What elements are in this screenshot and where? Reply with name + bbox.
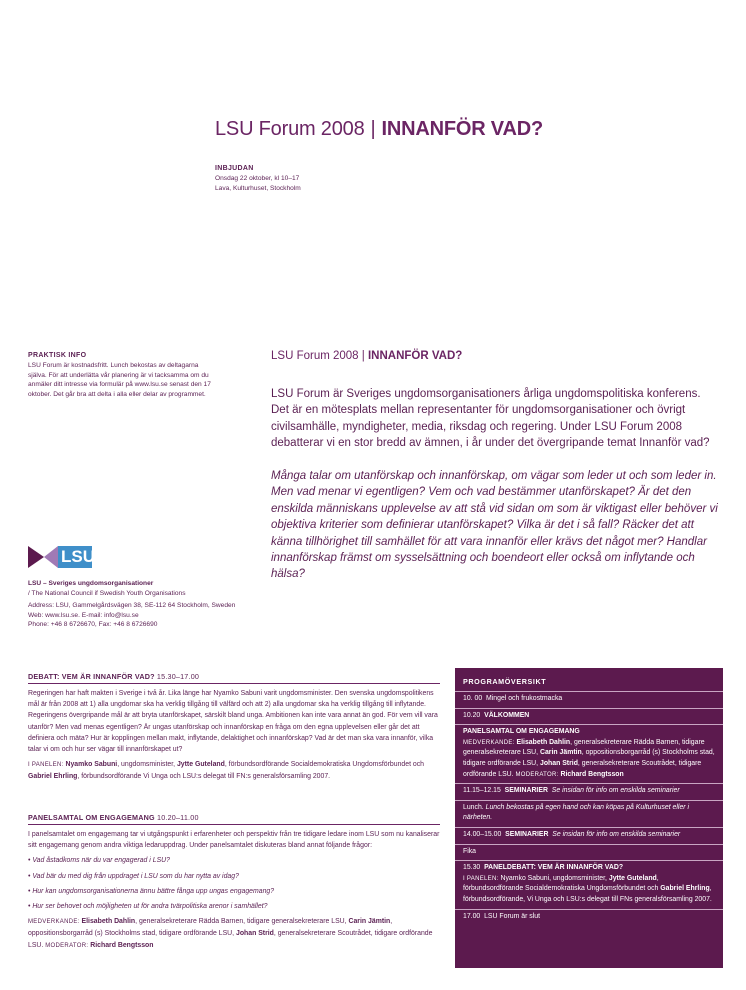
invitation-heading: INBJUDAN: [215, 165, 254, 172]
lsu-logo-text: LSU: [61, 547, 95, 566]
debate-title: DEBATT: VEM ÄR INNANFÖR VAD?: [28, 672, 155, 681]
panel-question: • Vad bär du med dig från uppdraget i LSU som du har nytta av idag?: [28, 872, 239, 880]
invitation-date: Onsdag 22 oktober, kl 10–17: [215, 175, 300, 182]
debate-time: 15.30–17.00: [156, 672, 200, 681]
program-heading: PROGRAMÖVERSIKT: [455, 668, 723, 692]
intro-italic-paragraph: Många talar om utanförskap och innanförskap, om vägar som leder ut och som leder in. Men vad menar vi egentligen? Vem och vad bestämmer utanförskapet? Är det den enskilda människans upplevelse av att stå vid sidan om som är viktigast eller behöver vi objektiva kriterier som definierar utanförskapet? Vilka är det i så fall? Räcker det att känna tillhörighet till samhället för att vara innanför eller krävs det något mer? Handlar innanförskap främst om sysselsättning och boendeort eller också om inflytande och hälsa?: [271, 470, 718, 581]
program-item: 11.15–12.15 SEMINARIER Se insidan för info om enskilda seminarier: [455, 784, 723, 801]
intro-paragraph: LSU Forum är Sveriges ungdomsorganisationers årliga ungdomspolitiska konferens. Det är en mötesplats mellan representanter för ungdomsorganisationer och övrigt civilsamhälle, myndigheter, media, riksdag och regering. Under LSU Forum 2008 debatterar vi en stor bredd av ämnen, i år under det övergripande temat Innanför vad?: [271, 388, 710, 450]
panel-question: • Vad åstadkoms när du var engagerad i LSU?: [28, 857, 170, 865]
program-item: 15.30 PANELDEBATT: VEM ÄR INNANFÖR VAD? I PANELEN: Nyamko Sabuni, ungdomsminister, Jytte Guteland, förbundsordförande Socialdemokratiska Ungdomsförbundet och Gabriel Ehrling, förbundsordförande, Vi Unga och LSU:s delegat till FNs generalsförsamling 2007.: [455, 861, 723, 909]
program-item: PANELSAMTAL OM ENGAGEMANG MEDVERKANDE: Elisabeth Dahlin, generalsekreterare Rädda Barnen, tidigare generalsekreterare LSU, Carin Jämtin, oppositionsborgarråd (s) Stockholms stad, tidigare ordförande LSU, Johan Strid, generalsekreterare Scoutrådet, tidigare ordförande LSU. MODERATOR: Richard Bengtsson: [455, 725, 723, 784]
panel-section: [28, 813, 440, 956]
panel-body: I panelsamtalet om engagemang tar vi utgångspunkt i erfarenheter och perspektiv från tre tidigare ledare inom LSU som nu kanaliserar sitt engagemang genom andra viktiga ledaruppdrag. Under panelsamtalet diskuteras bland annat följande frågor:: [28, 831, 440, 850]
panel-title: PANELSAMTAL OM ENGAGEMANG: [28, 813, 155, 822]
invitation-location: Lava, Kulturhuset, Stockholm: [215, 184, 301, 192]
title-separator: |: [370, 118, 376, 140]
debate-panel: I PANELEN: Nyamko Sabuni, ungdomsminister, Jytte Guteland, förbundsordförande Socialdemokratiska Ungdomsförbundet och Gabriel Ehrling, förbundsordförande Vi Unga och LSU:s delegat till FN:s generalsförsamling 2007.: [28, 761, 425, 781]
debate-heading: [28, 672, 440, 684]
invitation-block: [215, 165, 415, 193]
panel-time: 10.20–11.00: [157, 813, 199, 822]
org-web: Web: www.lsu.se. E-mail: info@lsu.se: [28, 611, 139, 619]
panel-questions: [28, 855, 440, 912]
title-light: LSU Forum 2008: [215, 118, 365, 140]
org-english: / The National Council if Swedish Youth Organisations: [28, 589, 186, 597]
org-address: Address: LSU, Gammelgårdsvägen 38, SE-112 64 Stockholm, Sweden: [28, 602, 236, 610]
panel-question: • Hur kan ungdomsorganisationerna ännu bättre fånga upp ungas engagemang?: [28, 887, 275, 895]
org-name: LSU – Sveriges ungdomsorganisationer: [28, 580, 154, 587]
debate-body: Regeringen har haft makten i Sverige i två år. Lika länge har Nyamko Sabuni varit ungdomsminister. Den svenska ungdomspolitikens mål är från 2008 att 1) alla ungdomar ska ha verklig tillgång till välfärd och att 2) alla ungdomar ska ha verklig tillgång till inflytande. Regeringens övergripande mål är att bryta utanförskapet, särskilt bland unga. Ambitionen kan inte vara annat än god. För vem vill vara utanför? Men vad menas egentligen? Är ungas utanförskap och innanförskap en fråga om den egna upplevelsen eller går det att definiera och mäta? Hur är kopplingen mellan makt, inflytande, delaktighet och innanförskap? Vad är det man ska vara innanför, vilka talar vi om och hur ser vägar till innanförskapet ut?: [28, 690, 438, 754]
practical-info: [28, 352, 212, 399]
panel-question: • Hur ser behovet och möjligheten ut för andra tvärpolitiska arenor i samhället?: [28, 903, 268, 911]
intro-title-light: LSU Forum 2008: [271, 350, 359, 362]
program-item: 14.00–15.00 SEMINARIER Se insidan för info om enskilda seminarier: [455, 828, 723, 845]
practical-text: LSU Forum är kostnadsfritt. Lunch bekostas av deltagarna själva. För att underlätta vår planering är vi tacksamma om du anmäler ditt intresse via formulär på www.lsu.se senast den 17 oktober. Det går bra att delta i alla eller delar av programmet.: [28, 362, 211, 398]
page-title: [215, 118, 543, 141]
program-item: Lunch. Lunch bekostas på egen hand och kan köpas på Kulturhuset eller i närheten.: [455, 801, 723, 828]
program-item: 10.20 VÄLKOMMEN: [455, 709, 723, 726]
program-item: 17.00 LSU Forum är slut: [463, 912, 540, 920]
panel-body-block: [28, 829, 440, 952]
organization-info: [28, 579, 238, 630]
program-item: Fika: [455, 845, 723, 862]
program-overview: [455, 668, 723, 968]
program-item: 10. 00 Mingel och frukostmacka: [455, 692, 723, 709]
lsu-logo: [28, 546, 95, 568]
panel-heading: [28, 813, 440, 825]
org-phone: Phone: +46 8 6726670, Fax: +46 8 6726690: [28, 621, 158, 629]
intro-title-separator: |: [361, 350, 365, 362]
debate-body-block: [28, 688, 440, 783]
intro-title-bold: INNANFÖR VAD?: [367, 350, 463, 362]
debate-section: [28, 672, 440, 787]
panel-contributors: MEDVERKANDE: Elisabeth Dahlin, generalsekreterare Rädda Barnen, tidigare generalsekreterare LSU, Carin Jämtin, oppositionsborgarråd (s) Stockholms stad, tidigare ordförande LSU, Johan Strid, generalsekreterare Scoutrådet, tidigare ordförande LSU. MODERATOR: Richard Bengtsson: [28, 918, 433, 949]
title-bold: INNANFÖR VAD?: [381, 118, 543, 140]
intro-title: [271, 350, 462, 362]
practical-heading: PRAKTISK INFO: [28, 352, 87, 359]
